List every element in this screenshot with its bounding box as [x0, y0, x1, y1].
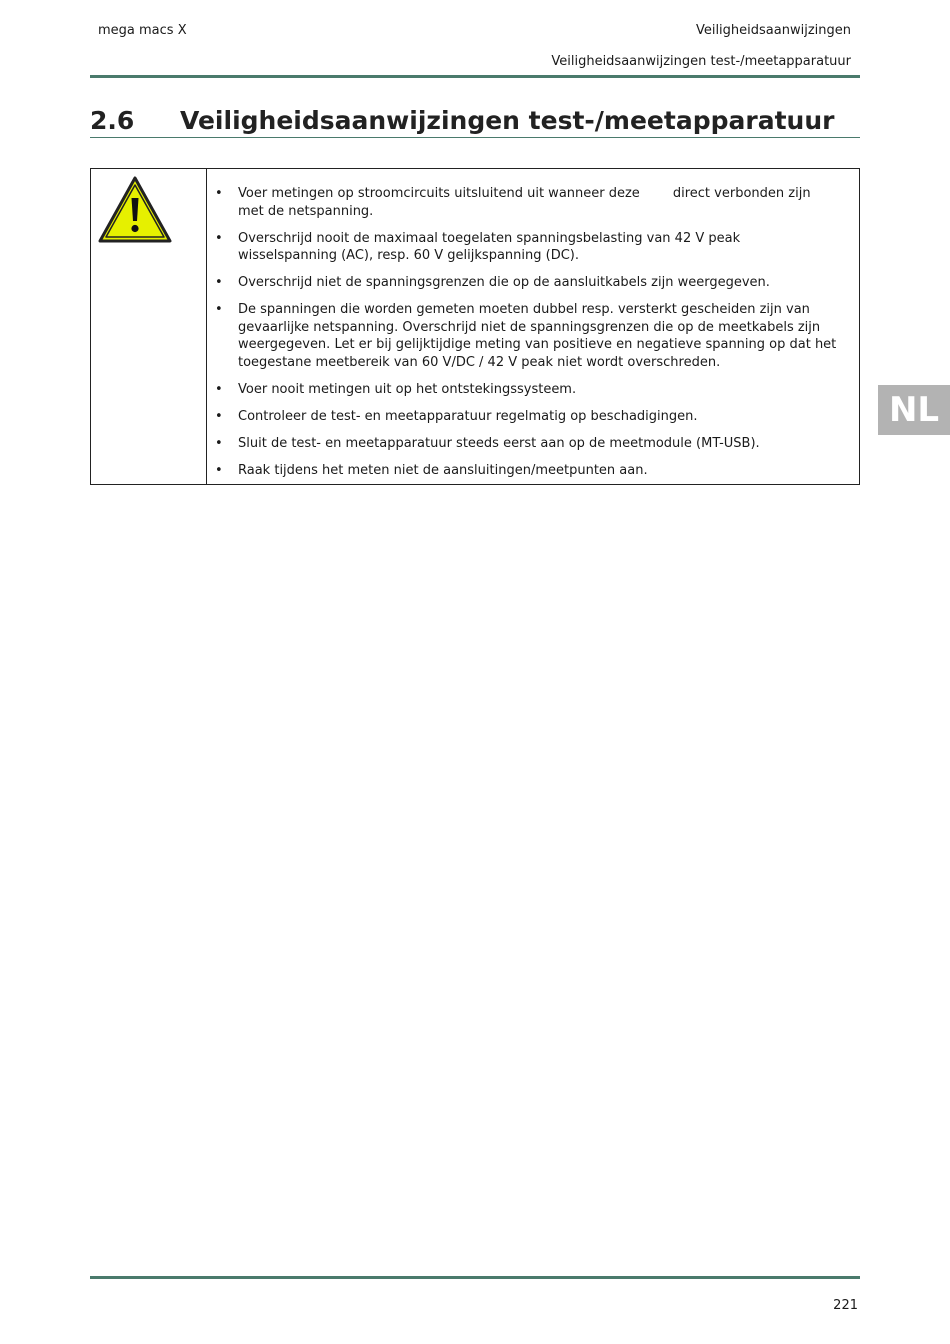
header-section-title: Veiligheidsaanwijzingen test-/meetapparatuur [551, 54, 851, 69]
section-title: Veiligheidsaanwijzingen test-/meetapparatuur [180, 106, 835, 135]
warning-icon-cell [91, 169, 207, 484]
warning-table [90, 168, 860, 485]
warning-triangle-icon [98, 176, 172, 244]
warning-list [215, 185, 839, 479]
list-item: • Overschrijd nooit de maximaal toegelaten spanningsbelasting van 42 V peak wisselspanning (AC), resp. 60 V gelijkspanning (DC). [215, 230, 839, 265]
list-item: • Sluit de test- en meetapparatuur steeds eerst aan op de meetmodule (MT-USB). [215, 435, 839, 453]
header-chapter-title: Veiligheidsaanwijzingen [695, 23, 851, 38]
list-item: • Controleer de test- en meetapparatuur regelmatig op beschadigingen. [215, 408, 839, 426]
page-number: 221 [833, 1298, 858, 1313]
section-number: 2.6 [90, 106, 135, 135]
header-divider [90, 75, 860, 78]
list-item: • De spanningen die worden gemeten moeten dubbel resp. versterkt gescheiden zijn van gevaarlijke netspanning. Overschrijd niet de spanningsgrenzen die op de meetkabels zijn weergegeven. Let er bij gelijktijdige meting van positieve en negatieve spanning op dat het toegestane meetbereik van 60 V/DC / 42 V peak niet wordt overschreden. [215, 301, 839, 371]
footer-divider [90, 1276, 860, 1279]
section-heading [90, 106, 860, 138]
list-item: • Voer nooit metingen uit op het ontstekingssysteem. [215, 381, 839, 399]
warning-text-cell [207, 169, 859, 484]
list-item: • Voer metingen op stroomcircuits uitsluitend uit wanneer deze direct verbonden zijn met de netspanning. [215, 185, 839, 220]
list-item: • Overschrijd niet de spanningsgrenzen die op de aansluitkabels zijn weergegeven. [215, 274, 839, 292]
list-item: • Raak tijdens het meten niet de aansluitingen/meetpunten aan. [215, 462, 839, 480]
header-product-name: mega macs X [98, 23, 187, 38]
language-tab: NL [878, 385, 950, 435]
